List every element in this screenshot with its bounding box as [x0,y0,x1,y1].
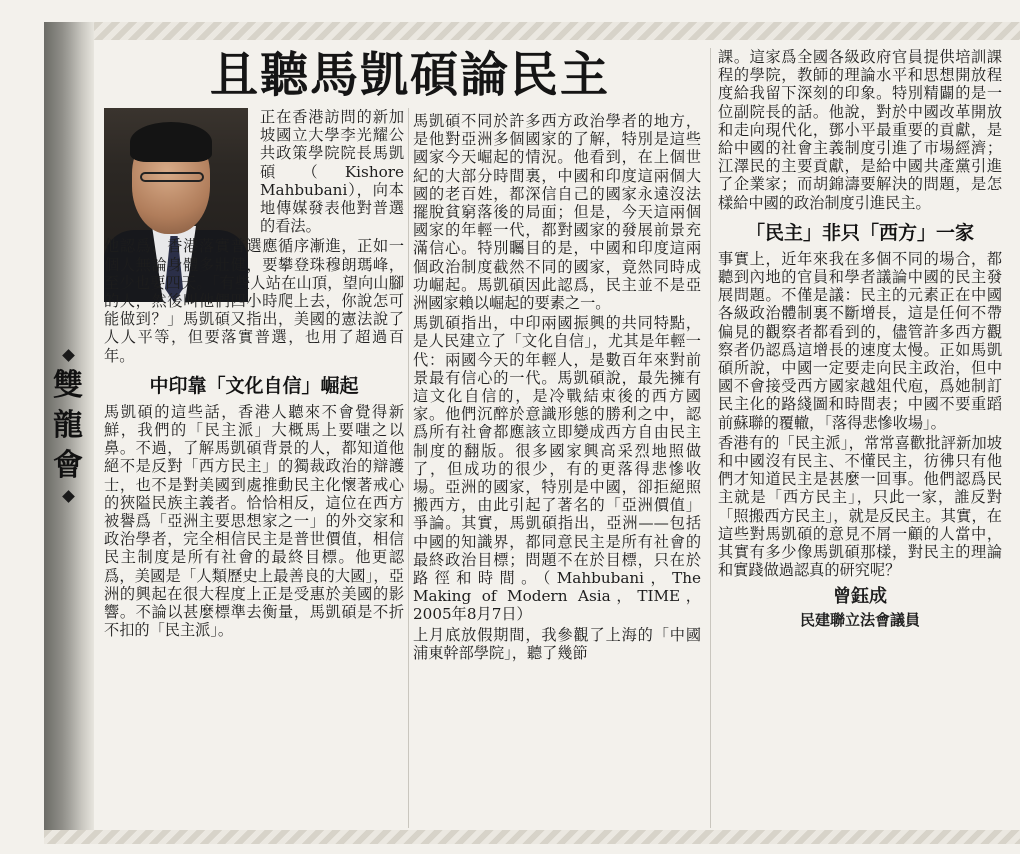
diamond-ornament-icon [62,490,75,503]
body-paragraph: 馬凱碩指出，中印兩國振興的共同特點，是人民建立了「文化自信」，尤其是年輕一代：兩國今天的年輕人，是數百年來對前景最有信心的一代。馬凱碩說，最先擁有這文化自信的，是冷戰結束後的西方國家。他們沉醉於意識形態的勝利之中，認爲所有社會都應該立即變成西方自由民主制度的翻版。很多國家興高采烈地照做了，但成功的很少，有的更落得悲慘收場。亞洲的國家，特別是中國，卻拒絕照搬西方，由此引起了著名的「亞洲價值」爭論。其實，馬凱碩指出，亞洲——包括中國的知識界，都同意民主是所有社會的最終政治目標；問題不在於目標，只在於路徑和時間。（Mahbubani，The Making of Modern Asia，TIME，2005年8月7日） [413,314,701,624]
body-paragraph: 他認爲，香港落實普選應循序漸進，正如一個人無論身體多壯健，要攀登珠穆朗瑪峰，至少也要四天。「有些人站在山頂，望向山腳的人，然後叫他們四小時爬上去，你說怎可能做到？」馬凱碩又指出，美國的憲法說了人人平等，但要落實普選，也用了超過百年。 [104,237,404,365]
article-column-2 [413,112,701,662]
column-divider [408,108,409,828]
intro-paragraph: 正在香港訪問的新加坡國立大學李光耀公共政策學院院長馬凱碩（Kishore Mahbubani），向本地傳媒發表他對普選的看法。 [260,108,404,236]
article-column-3 [718,48,1002,631]
decorative-bottom-band [44,830,1020,844]
body-paragraph: 事實上，近年來我在多個不同的場合，都聽到內地的官員和學者議論中國的民主發展問題。不僅是議：民主的元素正在中國各級政治體制裏不斷增長，這是任何不帶偏見的觀察者都看到的，儘管許多西方觀察者仍認爲這增長的速度太慢。正如馬凱碩所說，中國一定要走向民主政治，但中國不會接受西方國家越俎代庖，爲她制訂民主化的路綫圖和時間表；中國不要重蹈前蘇聯的覆轍，「落得悲慘收場」。 [718,249,1002,432]
byline [718,585,1002,631]
body-paragraph: 馬凱碩的這些話，香港人聽來不會覺得新鮮，我們的「民主派」大概馬上要嗤之以鼻。不過，了解馬凱碩背景的人，都知道他絕不是反對「西方民主」的獨裁政治的辯護士，也不是對美國到處推動民主化懷著戒心的狹隘民族主義者。恰恰相反，這位在西方被譽爲「亞洲主要思想家之一」的外交家和政治學者，完全相信民主是普世價值，相信民主制度是所有社會的最終目標。他更認爲，美國是「人類歷史上最善良的大國」，亞洲的興起在很大程度上正是受惠於美國的影響。不論以甚麼標準去衡量，馬凱碩是不折不扣的「民主派」。 [104,402,404,640]
subheading: 「民主」非只「西方」一家 [745,221,974,244]
body-paragraph: 馬凱碩不同於許多西方政治學者的地方，是他對亞洲多個國家的了解，特別是這些國家今天崛起的情況。他看到，在上個世紀的大部分時間裏，中國和印度這兩個大國的老百姓，都深信自己的國家永遠沒法擺脫貧窮落後的局面；但是，今天這兩個國家的年輕一代，都對國家的發展前景充滿信心。特別矚目的是，中國和印度這兩個政治制度截然不同的國家，竟然同時成功崛起。馬凱碩因此認爲，民主並不是亞洲國家賴以崛起的要素之一。 [413,112,701,313]
decorative-top-band [44,22,1020,40]
column-divider [710,48,711,828]
subheading: 中印靠「文化自信」崛起 [149,374,359,397]
body-paragraph: 上月底放假期間，我參觀了上海的「中國浦東幹部學院」，聽了幾節 [413,625,701,662]
article-title: 且聽馬凱碩論民主 [209,47,610,103]
body-paragraph: 課。這家爲全國各級政府官員提供培訓課程的學院，教師的理論水平和思想開放程度給我留下深刻的印象。特別精闢的是一位副院長的話。他說，對於中國改革開放和走向現代化，鄧小平最重要的貢獻，是給中國的社會主義制度引進了市場經濟；江澤民的主要貢獻，是給中國共產黨引進了企業家；而胡錦濤要解決的問題，是怎樣給中國的政治制度引進民主。 [718,48,1002,212]
column-name: 雙龍會 [53,368,83,483]
article-column-1 [104,108,404,639]
body-paragraph: 香港有的「民主派」，常常喜歡批評新加坡和中國沒有民主、不懂民主，彷彿只有他們才知道民主是甚麼一回事。他們認爲民主就是「西方民主」，只此一家，誰反對「照搬西方民主」，就是反民主。其實，在這些對馬凱碩的意見不屑一顧的人當中，其實有多少像馬凱碩那樣，對民主的理論和實踐做過認真的研究呢？ [718,433,1002,580]
author-name: 曾鈺成 [833,586,887,608]
author-role: 民建聯立法會議員 [799,611,920,630]
column-name-badge [52,345,84,507]
diamond-ornament-icon [62,349,75,362]
